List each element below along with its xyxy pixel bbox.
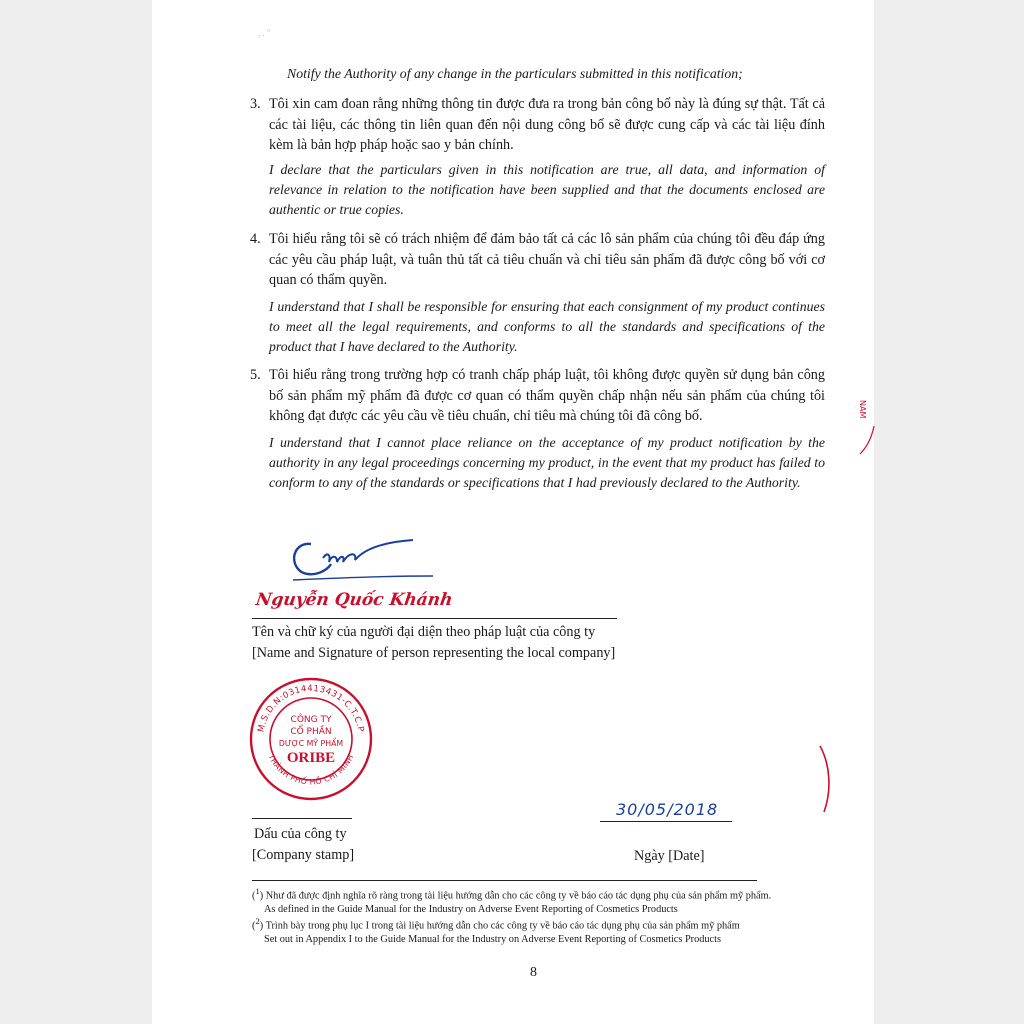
handwritten-signature <box>285 530 445 590</box>
signature-label-english: [Name and Signature of person representing the local company] <box>252 645 616 661</box>
item-5-english: I understand that I cannot place reliance on the acceptance of my product notification by the authority in any legal proceedings concerning my product, in the event that my product has failed to conform to any of the standards or specifications that I had previously declared to the Authority. <box>269 435 825 490</box>
stamp-ring-text: M.S.D.N:0314413431-C.T.C.P <box>256 683 366 734</box>
stamp-ring-bottom-text: THÀNH PHỐ HỒ CHÍ MINH <box>266 752 356 787</box>
intro-english: Notify the Authority of any change in the particulars submitted in this notification; <box>287 66 743 81</box>
margin-initial-stroke <box>856 424 878 458</box>
footnote-2-mark: 2 <box>255 916 260 926</box>
item-3-vietnamese: Tôi xin cam đoan rằng những thông tin được đưa ra trong bản công bố này là đúng sự thật. Tất cả các tài liệu, các thông tin liên quan đến nội dung công bố sẽ được cung cấp và các tài liệu đính kèm là bản hợp pháp hoặc sao y bản chính. <box>269 96 825 153</box>
footnote-1-english: As defined in the Guide Manual for the Industry on Adverse Event Reporting of Cosmetics Products <box>264 904 678 916</box>
date-label: Ngày [Date] <box>634 848 705 864</box>
stamp-line-1: CÔNG TY <box>290 715 332 725</box>
scan-marks: , . " <box>258 28 271 38</box>
margin-mark <box>814 744 836 816</box>
item-5-vietnamese: Tôi hiểu rằng trong trường hợp có tranh chấp pháp luật, tôi không được quyền sử dụng bản công bố sản phẩm mỹ phẩm đã được cơ quan có thẩm quyền chấp nhận nếu sản phẩm của chúng tôi không đạt được các yêu cầu về tiêu chuẩn, chỉ tiêu mà chúng tôi đã công bố. <box>269 367 825 424</box>
signature-label-vietnamese: Tên và chữ ký của người đại diện theo pháp luật của công ty <box>252 624 596 640</box>
signer-name: Nguyễn Quốc Khánh <box>254 590 454 610</box>
footnote-1-vietnamese: Như đã được định nghĩa rõ ràng trong tài liệu hướng dẫn cho các công ty về báo cáo tác dụng phụ của sản phẩm mỹ phẩm. <box>265 890 772 902</box>
footnote-1: ($^1$) Như đã được định nghĩa rõ ràng trong tài liệu hướng dẫn cho các công ty về báo cáo tác dụng phụ của sản phẩm mỹ phẩm. As defined in the Guide Manual for the Industry on Adverse Event Reporting of Cosmetics Products <box>252 885 812 917</box>
item-3-number: 3. <box>250 96 261 112</box>
margin-initials: NAM <box>858 400 867 419</box>
stamp-line <box>252 818 352 819</box>
item-4-vietnamese: Tôi hiểu rằng tôi sẽ có trách nhiệm để đảm bảo tất cả các lô sản phẩm của chúng tôi đều đáp ứng các yêu cầu pháp luật, và tuân thủ tất cả tiêu chuẩn và chỉ tiêu sản phẩm đã được công bố với cơ quan có thẩm quyền. <box>269 231 825 288</box>
date-value: 30/05/2018 <box>616 800 719 819</box>
page-number: 8 <box>530 965 537 980</box>
company-stamp <box>248 676 374 802</box>
stamp-line-3: DƯỢC MỸ PHẨM <box>278 739 344 748</box>
signature-line <box>252 618 617 619</box>
stamp-line-4: ORIBE <box>286 750 336 766</box>
item-4-number: 4. <box>250 231 261 247</box>
footnote-2-english: Set out in Appendix I to the Guide Manual for the Industry on Adverse Event Reporting of Cosmetics Products <box>264 934 721 946</box>
item-3-english: I declare that the particulars given in this notification are true, all data, and information of relevance in relation to the notification have been supplied and that the documents enclosed are authentic or true copies. <box>269 162 825 217</box>
item-5-number: 5. <box>250 367 261 383</box>
date-line <box>600 821 732 822</box>
stamp-label-vietnamese: Dấu của công ty <box>254 826 347 842</box>
footnote-1-mark: 1 <box>255 886 260 896</box>
footnote-2-vietnamese: Trình bày trong phụ lục I trong tài liệu hướng dẫn cho các công ty về báo cáo tác dụng phụ của sản phẩm mỹ phẩm <box>265 920 740 932</box>
item-4-english: I understand that I shall be responsible for ensuring that each consignment of my product continues to meet all the legal requirements, and conforms to all the standards and specifications of the product that I have declared to the Authority. <box>269 299 825 354</box>
footnote-separator <box>252 880 757 881</box>
footnote-2: ($^2$) Trình bày trong phụ lục I trong tài liệu hướng dẫn cho các công ty về báo cáo tác dụng phụ của sản phẩm mỹ phẩm Set out in Appendix I to the Guide Manual for the Industry on Adverse Event Reporting of Cosmetics Products <box>252 915 812 947</box>
stamp-label-english: [Company stamp] <box>252 847 355 863</box>
stamp-line-2: CỔ PHẦN <box>290 727 332 737</box>
